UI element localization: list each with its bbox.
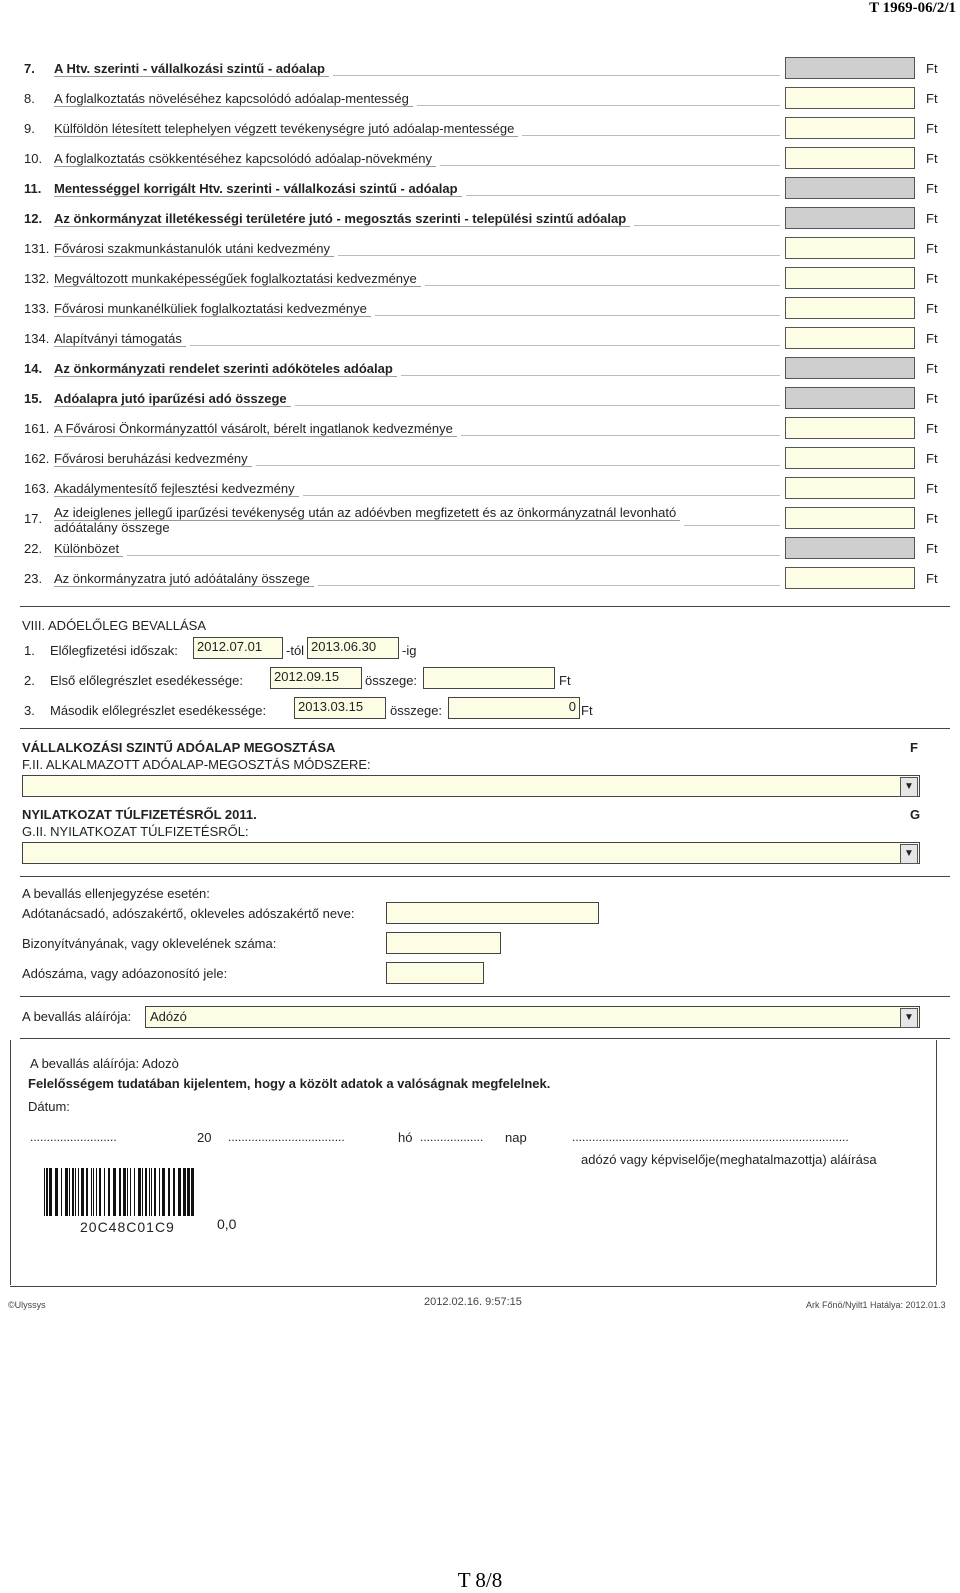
fill-line xyxy=(461,435,780,436)
currency-label: Ft xyxy=(926,451,938,466)
barcode-bar xyxy=(178,1168,181,1216)
advisor-name-label: Adótanácsadó, adószakértő, okleveles adószakértő neve: xyxy=(22,906,355,921)
row-label: Az önkormányzat illetékességi területére jutó - megosztás szerinti - települési szintű adóalap xyxy=(54,211,630,227)
barcode-bar xyxy=(81,1168,84,1216)
currency-label: Ft xyxy=(926,121,938,136)
amount-field xyxy=(785,177,915,199)
amount-field[interactable] xyxy=(785,567,915,589)
barcode-bar xyxy=(104,1168,105,1216)
amount-field[interactable] xyxy=(785,507,915,529)
row-number: 134. xyxy=(24,331,50,346)
row-number: 7. xyxy=(24,61,35,76)
advance-2-num: 2. xyxy=(24,673,35,688)
barcode-bar xyxy=(55,1168,58,1216)
barcode-bar xyxy=(65,1168,68,1216)
row-label: Mentességgel korrigált Htv. szerinti - vállalkozási szintű - adóalap xyxy=(54,181,462,197)
barcode-bar xyxy=(130,1168,131,1216)
form-row xyxy=(10,563,950,593)
row-number: 12. xyxy=(24,211,43,226)
first-installment-date-field[interactable]: 2012.09.15 xyxy=(270,667,362,689)
barcode-bar xyxy=(168,1168,170,1216)
section-f-sub: F.II. ALKALMAZOTT ADÓALAP-MEGOSZTÁS MÓDSZERE: xyxy=(22,757,371,772)
value-display: 0,0 xyxy=(217,1216,237,1232)
signer-value: Adózó xyxy=(150,1009,187,1024)
second-installment-label: Második előlegrészlet esedékessége: xyxy=(50,703,267,718)
page-number: T 8/8 xyxy=(457,1568,503,1592)
barcode-bar xyxy=(119,1168,121,1216)
currency-label: Ft xyxy=(926,391,938,406)
amount-field xyxy=(785,57,915,79)
print-frame-bottom xyxy=(10,1286,936,1287)
form-row xyxy=(10,203,950,233)
fill-line xyxy=(190,345,780,346)
separator xyxy=(20,1038,950,1039)
amount-field[interactable] xyxy=(785,327,915,349)
form-row xyxy=(10,173,950,203)
row-label: Az önkormányzatra jutó adóátalány összege xyxy=(54,571,314,587)
amount-field xyxy=(785,387,915,409)
barcode-bar xyxy=(78,1168,79,1216)
section-f-letter: F xyxy=(910,740,918,755)
row-number: 14. xyxy=(24,361,43,376)
row-label: Az önkormányzati rendelet szerinti adóköteles adóalap xyxy=(54,361,397,377)
barcode-bar xyxy=(138,1168,141,1216)
row-label: Akadálymentesítő fejlesztési kedvezmény xyxy=(54,481,299,497)
row-number: 23. xyxy=(24,571,43,586)
second-sum-label: összege: xyxy=(390,703,443,718)
form-row xyxy=(10,143,950,173)
barcode-text: 20C48C01C9 xyxy=(80,1219,175,1235)
fill-line xyxy=(417,105,780,106)
advance-3-num: 3. xyxy=(24,703,35,718)
section-g-letter: G xyxy=(910,807,921,822)
amount-field[interactable] xyxy=(785,237,915,259)
currency-label: Ft xyxy=(926,61,938,76)
fill-line xyxy=(318,585,780,586)
tax-number-label: Adószáma, vagy adóazonosító jele: xyxy=(22,966,228,981)
row-number: 10. xyxy=(24,151,43,166)
barcode-bar xyxy=(99,1168,101,1216)
certificate-field[interactable] xyxy=(386,932,501,954)
advance-heading: VIII. ADÓELŐLEG BEVALLÁSA xyxy=(22,618,207,633)
advance-period-label: Előlegfizetési időszak: xyxy=(50,643,178,658)
row-label: A foglalkoztatás csökkentéséhez kapcsolódó adóalap-növekmény xyxy=(54,151,436,167)
barcode-bar xyxy=(93,1168,94,1216)
row-label: A Htv. szerinti - vállalkozási szintű - adóalap xyxy=(54,61,329,77)
row-number: 11. xyxy=(24,181,42,196)
row-number: 22. xyxy=(24,541,43,556)
separator xyxy=(20,728,950,729)
fill-line xyxy=(333,75,780,76)
barcode-bar xyxy=(154,1168,156,1216)
barcode-bar xyxy=(151,1168,152,1216)
currency-label: Ft xyxy=(926,271,938,286)
signer-line: A bevallás aláírója: Adozò xyxy=(30,1056,179,1071)
barcode-bar xyxy=(145,1168,147,1216)
day-label: nap xyxy=(505,1130,527,1145)
section-f-title: VÁLLALKOZÁSI SZINTŰ ADÓALAP MEGOSZTÁSA xyxy=(22,740,336,755)
form-row xyxy=(10,83,950,113)
signature-dots: ................................................................................... xyxy=(572,1130,849,1144)
row-label-continued: adóátalány összege xyxy=(54,520,170,535)
barcode-bar xyxy=(183,1168,186,1216)
fill-line xyxy=(401,375,780,376)
chevron-down-icon[interactable]: ▼ xyxy=(900,1008,918,1028)
barcode-bar xyxy=(96,1168,97,1216)
fill-line xyxy=(425,285,780,286)
advance-1-num: 1. xyxy=(24,643,35,658)
signer-label: A bevallás aláírója: xyxy=(22,1009,132,1024)
fill-line xyxy=(303,495,780,496)
form-row xyxy=(10,533,950,563)
barcode-bar xyxy=(173,1168,175,1216)
month-label: hó xyxy=(398,1130,413,1145)
row-label: Fővárosi beruházási kedvezmény xyxy=(54,451,252,467)
currency-label: Ft xyxy=(926,211,938,226)
advisor-name-field[interactable] xyxy=(386,902,599,924)
fill-line xyxy=(466,195,780,196)
row-label: Adóalapra jutó iparűzési adó összege xyxy=(54,391,291,407)
currency-label: Ft xyxy=(926,571,938,586)
fill-line xyxy=(440,165,780,166)
currency-label: Ft xyxy=(926,331,938,346)
barcode-bar xyxy=(61,1168,62,1216)
row-number: 162. xyxy=(24,451,50,466)
form-row xyxy=(10,473,950,503)
footer-timestamp: 2012.02.16. 9:57:15 xyxy=(424,1296,522,1308)
row-number: 132. xyxy=(24,271,50,286)
row-label: Külföldön létesített telephelyen végzett tevékenységre jutó adóalap-mentessége xyxy=(54,121,518,137)
separator xyxy=(20,996,950,997)
barcode-bar xyxy=(91,1168,92,1216)
fill-line xyxy=(256,465,780,466)
amount-field[interactable] xyxy=(785,87,915,109)
countersign-heading: A bevallás ellenjegyzése esetén: xyxy=(22,886,210,901)
currency-label: Ft xyxy=(926,301,938,316)
form-row xyxy=(10,293,950,323)
form-row xyxy=(10,503,950,533)
currency-label: Ft xyxy=(926,421,938,436)
date-dots-2: ................................... xyxy=(228,1130,345,1144)
signer-select[interactable] xyxy=(145,1006,920,1028)
chevron-down-icon[interactable]: ▼ xyxy=(900,844,918,864)
barcode-bar xyxy=(44,1168,45,1216)
currency-label: Ft xyxy=(926,181,938,196)
form-row xyxy=(10,413,950,443)
year-prefix: 20 xyxy=(197,1130,212,1145)
print-frame-left xyxy=(10,1040,11,1285)
date-dots-1: .......................... xyxy=(30,1130,117,1144)
fill-line xyxy=(634,225,780,226)
form-row xyxy=(10,353,950,383)
to-suffix: -ig xyxy=(402,643,417,658)
first-installment-amount-field[interactable] xyxy=(423,667,555,689)
period-from-field[interactable]: 2012.07.01 xyxy=(193,637,283,659)
form-row xyxy=(10,443,950,473)
barcode-bar xyxy=(69,1168,70,1216)
row-label: A foglalkoztatás növeléséhez kapcsolódó adóalap-mentesség xyxy=(54,91,413,107)
amount-field[interactable] xyxy=(785,117,915,139)
from-suffix: -tól xyxy=(286,643,305,658)
row-label: Fővárosi munkanélküliek foglalkoztatási kedvezménye xyxy=(54,301,371,317)
barcode-bar xyxy=(49,1168,52,1216)
form-row xyxy=(10,263,950,293)
header-code: T 1969-06/2/1 xyxy=(869,0,956,16)
amount-field xyxy=(785,207,915,229)
currency-label: Ft xyxy=(926,91,938,106)
fill-line xyxy=(375,315,780,316)
footer-left: ©Ulyssys xyxy=(8,1300,46,1310)
chevron-down-icon[interactable]: ▼ xyxy=(900,777,918,797)
form-row xyxy=(10,113,950,143)
signature-caption: adózó vagy képviselője(meghatalmazottja) aláírása xyxy=(581,1152,877,1167)
footer-right: Ark Főnö/Nyilt1 Hatálya: 2012.01.3 xyxy=(806,1300,946,1310)
fill-line xyxy=(338,255,780,256)
barcode-bar xyxy=(123,1168,126,1216)
currency-label: Ft xyxy=(926,151,938,166)
barcode-bar xyxy=(187,1168,190,1216)
form-row xyxy=(10,233,950,263)
form-row xyxy=(10,383,950,413)
amount-field[interactable] xyxy=(785,147,915,169)
fill-line xyxy=(684,525,780,526)
barcode-bar xyxy=(162,1168,165,1216)
barcode-bar xyxy=(159,1168,160,1216)
first-sum-label: összege: xyxy=(365,673,418,688)
currency-label: Ft xyxy=(926,541,938,556)
amount-field xyxy=(785,537,915,559)
first-installment-label: Első előlegrészlet esedékessége: xyxy=(50,673,243,688)
fill-line xyxy=(522,135,780,136)
barcode-bar xyxy=(86,1168,88,1216)
barcode-bar xyxy=(142,1168,143,1216)
row-label: Különbözet xyxy=(54,541,123,557)
amount-field[interactable] xyxy=(785,447,915,469)
barcode-bar xyxy=(108,1168,110,1216)
currency-label: Ft xyxy=(926,481,938,496)
row-label: Fővárosi szakmunkástanulók utáni kedvezmény xyxy=(54,241,334,257)
section-g-sub: G.II. NYILATKOZAT TÚLFIZETÉSRŐL: xyxy=(22,824,249,839)
tax-form xyxy=(10,50,950,1340)
fill-line xyxy=(295,405,780,406)
form-row xyxy=(10,53,950,83)
amount-field[interactable] xyxy=(785,297,915,319)
second-ft-label: Ft xyxy=(581,703,593,718)
tax-number-field[interactable] xyxy=(386,962,484,984)
barcode-bar xyxy=(46,1168,48,1216)
row-label: Az ideiglenes jellegű iparűzési tevékenység után az adóévben megfizetett és az önkormányzatnál levonható xyxy=(54,505,680,521)
period-to-field[interactable]: 2013.06.30 xyxy=(307,637,399,659)
separator xyxy=(20,606,950,607)
amount-field[interactable] xyxy=(785,267,915,289)
row-number: 9. xyxy=(24,121,35,136)
row-number: 161. xyxy=(24,421,50,436)
print-frame-right xyxy=(936,1040,937,1285)
first-ft-label: Ft xyxy=(559,673,571,688)
amount-field[interactable] xyxy=(785,417,915,439)
row-number: 131. xyxy=(24,241,50,256)
date-label: Dátum: xyxy=(28,1099,70,1114)
fill-line xyxy=(127,555,780,556)
row-number: 163. xyxy=(24,481,50,496)
row-number: 8. xyxy=(24,91,35,106)
currency-label: Ft xyxy=(926,241,938,256)
barcode-bar xyxy=(72,1168,74,1216)
certificate-label: Bizonyítványának, vagy oklevelének száma: xyxy=(22,936,277,951)
barcode-bar xyxy=(75,1168,76,1216)
barcode-bar xyxy=(113,1168,116,1216)
barcode-bar xyxy=(127,1168,128,1216)
barcode-bar xyxy=(149,1168,150,1216)
form-row xyxy=(10,323,950,353)
barcode xyxy=(44,1168,196,1216)
amount-field[interactable] xyxy=(785,477,915,499)
row-label: Alapítványi támogatás xyxy=(54,331,186,347)
barcode-bar xyxy=(134,1168,135,1216)
row-label: A Fővárosi Önkormányzattól vásárolt, bérelt ingatlanok kedvezménye xyxy=(54,421,457,437)
amount-field xyxy=(785,357,915,379)
row-label: Megváltozott munkaképességűek foglalkoztatási kedvezménye xyxy=(54,271,421,287)
row-number: 133. xyxy=(24,301,50,316)
second-installment-amount-field[interactable]: 0 xyxy=(448,697,580,719)
second-installment-date-field[interactable]: 2013.03.15 xyxy=(294,697,386,719)
row-number: 15. xyxy=(24,391,43,406)
currency-label: Ft xyxy=(926,511,938,526)
separator xyxy=(20,876,950,877)
declaration-statement: Felelősségem tudatában kijelentem, hogy a közölt adatok a valóságnak megfelelnek. xyxy=(28,1076,551,1091)
overpayment-select[interactable] xyxy=(22,842,920,864)
date-dots-3: ................... xyxy=(420,1130,484,1144)
barcode-bar xyxy=(191,1168,194,1216)
section-g-title: NYILATKOZAT TÚLFIZETÉSRŐL 2011. xyxy=(22,807,257,822)
currency-label: Ft xyxy=(926,361,938,376)
row-number: 17. xyxy=(24,511,43,526)
allocation-method-select[interactable] xyxy=(22,775,920,797)
